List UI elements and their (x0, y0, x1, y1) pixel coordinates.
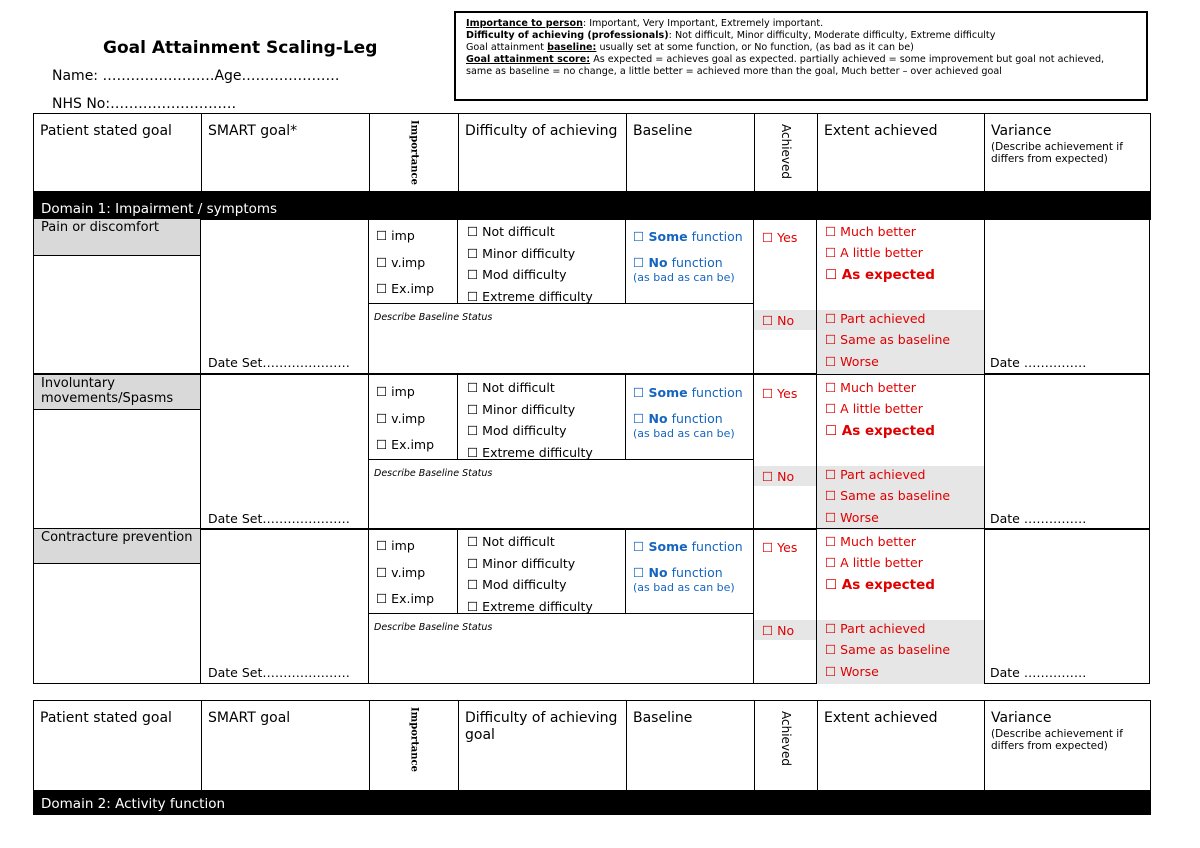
baseline-some[interactable] (633, 385, 743, 400)
smart-goal-cell[interactable] (200, 374, 369, 530)
col2-difficulty: Difficulty of achieving goal (459, 701, 627, 791)
baseline-no[interactable] (633, 255, 723, 270)
baseline-as-bad: (as bad as can be) (633, 427, 735, 440)
variance-date[interactable]: Date …………… (990, 665, 1087, 680)
name-age-line[interactable]: Name: ……………………Age………………… (52, 68, 340, 84)
legend-importance-text: : Important, Very Important, Extremely important. (582, 18, 824, 29)
legend-difficulty-text: : Not difficult, Minor difficulty, Moderate difficulty, Extreme difficulty (668, 30, 996, 41)
variance-cell[interactable] (984, 218, 1150, 374)
col2-baseline: Baseline (627, 701, 755, 791)
baseline-some-box: ☐ Some (633, 385, 688, 400)
difficulty-mod[interactable]: ☐ Mod difficulty (467, 267, 567, 282)
goal-label: Involuntary movements/Spasms (33, 374, 201, 410)
baseline-some-text: function (687, 539, 743, 554)
difficulty-extreme[interactable]: ☐ Extreme difficulty (467, 445, 593, 460)
baseline-some-box: ☐ Some (633, 229, 688, 244)
importance-imp[interactable]: ☐ imp (376, 228, 415, 243)
baseline-no-box: ☐ No (633, 255, 668, 270)
extent-same-baseline[interactable]: ☐ Same as baseline (825, 332, 951, 347)
extent-much-better[interactable]: ☐ Much better (825, 380, 916, 395)
importance-vimp[interactable]: ☐ v.imp (376, 255, 426, 270)
describe-baseline-label: Describe Baseline Status (374, 312, 493, 323)
baseline-some[interactable] (633, 539, 743, 554)
extent-worse[interactable]: ☐ Worse (825, 510, 879, 525)
difficulty-not[interactable]: ☐ Not difficult (467, 224, 555, 239)
extent-same-baseline[interactable]: ☐ Same as baseline (825, 488, 951, 503)
importance-vimp[interactable]: ☐ v.imp (376, 411, 426, 426)
col-variance (985, 114, 1151, 192)
col2-achieved-label: Achieved (779, 711, 793, 767)
variance-date[interactable]: Date …………… (990, 511, 1087, 526)
date-set[interactable]: Date Set………………… (208, 355, 350, 370)
col2-extent: Extent achieved (818, 701, 985, 791)
domain-1-bar: Domain 1: Impairment / symptoms (34, 192, 1151, 220)
baseline-some-box: ☐ Some (633, 539, 688, 554)
difficulty-not[interactable]: ☐ Not difficult (467, 534, 555, 549)
extent-same-baseline[interactable]: ☐ Same as baseline (825, 642, 951, 657)
legend-importance-label: Importance to person (466, 18, 583, 29)
domain-2-bar: Domain 2: Activity function (34, 791, 1151, 815)
baseline-as-bad: (as bad as can be) (633, 271, 735, 284)
col2-variance-note: (Describe achievement if differs from expected) (991, 728, 1123, 752)
col2-variance-label: Variance (991, 710, 1052, 726)
extent-worse[interactable]: ☐ Worse (825, 354, 879, 369)
col2-smart-goal: SMART goal (202, 701, 370, 791)
baseline-no[interactable] (633, 565, 723, 580)
goal-block (33, 528, 1150, 684)
baseline-some-text: function (687, 385, 743, 400)
extent-worse[interactable]: ☐ Worse (825, 664, 879, 679)
col2-importance (370, 701, 459, 791)
date-set[interactable]: Date Set………………… (208, 511, 350, 526)
legend-baseline-pre: Goal attainment (466, 42, 548, 53)
legend-score-text: As expected = achieves goal as expected. partially achieved = some improvement but goal not achieved, (590, 54, 1105, 65)
difficulty-mod[interactable]: ☐ Mod difficulty (467, 423, 567, 438)
col-variance-note: (Describe achievement if differs from expected) (991, 141, 1123, 165)
col2-importance-label: Importance (408, 707, 420, 773)
col2-variance (985, 701, 1151, 791)
achieved-yes[interactable]: ☐ Yes (762, 386, 798, 401)
difficulty-extreme[interactable]: ☐ Extreme difficulty (467, 599, 593, 614)
page-title: Goal Attainment Scaling-Leg (103, 38, 378, 58)
goal-block (33, 218, 1150, 374)
importance-imp[interactable]: ☐ imp (376, 538, 415, 553)
baseline-no[interactable] (633, 411, 723, 426)
extent-little-better[interactable]: ☐ A little better (825, 555, 923, 570)
col-baseline: Baseline (627, 114, 755, 192)
col-achieved (755, 114, 818, 192)
smart-goal-cell[interactable] (200, 528, 369, 684)
difficulty-minor[interactable]: ☐ Minor difficulty (467, 246, 576, 261)
goal-label: Pain or discomfort (33, 218, 201, 256)
achieved-no[interactable]: ☐ No (762, 623, 795, 638)
extent-part-achieved[interactable]: ☐ Part achieved (825, 621, 926, 636)
achieved-yes[interactable]: ☐ Yes (762, 540, 798, 555)
goal-block (33, 374, 1150, 530)
baseline-no-box: ☐ No (633, 565, 668, 580)
baseline-some-text: function (687, 229, 743, 244)
extent-as-expected[interactable]: ☐ As expected (825, 423, 935, 439)
col-importance-label: Importance (408, 120, 420, 186)
describe-baseline-label: Describe Baseline Status (374, 468, 493, 479)
date-set[interactable]: Date Set………………… (208, 665, 350, 680)
variance-cell[interactable] (984, 528, 1150, 684)
legend-score-label: Goal attainment score: (466, 54, 591, 65)
extent-little-better[interactable]: ☐ A little better (825, 245, 923, 260)
goal-table-2 (33, 700, 1151, 815)
col-achieved-label: Achieved (779, 124, 793, 180)
col2-achieved (755, 701, 818, 791)
goal-label: Contracture prevention (33, 528, 201, 564)
extent-much-better[interactable]: ☐ Much better (825, 534, 916, 549)
extent-part-achieved[interactable]: ☐ Part achieved (825, 311, 926, 326)
difficulty-not[interactable]: ☐ Not difficult (467, 380, 555, 395)
importance-imp[interactable]: ☐ imp (376, 384, 415, 399)
importance-vimp[interactable]: ☐ v.imp (376, 565, 426, 580)
describe-baseline-label: Describe Baseline Status (374, 622, 493, 633)
variance-cell[interactable] (984, 374, 1150, 530)
legend-baseline-label: baseline: (547, 42, 597, 53)
difficulty-mod[interactable]: ☐ Mod difficulty (467, 577, 567, 592)
col2-patient-goal: Patient stated goal (34, 701, 202, 791)
goal-table-1-header (33, 113, 1151, 220)
achieved-yes[interactable]: ☐ Yes (762, 230, 798, 245)
achieved-no[interactable]: ☐ No (762, 469, 795, 484)
col-smart-goal: SMART goal* (202, 114, 370, 192)
variance-date[interactable]: Date …………… (990, 355, 1087, 370)
extent-part-achieved[interactable]: ☐ Part achieved (825, 467, 926, 482)
col-difficulty: Difficulty of achieving (459, 114, 627, 192)
legend-score-text-2: same as baseline = no change, a little better = achieved more than the goal, Much better – over achieved goal (466, 66, 1002, 77)
difficulty-minor[interactable]: ☐ Minor difficulty (467, 402, 576, 417)
legend-difficulty-label: Difficulty of achieving (professionals) (466, 30, 669, 41)
nhs-number-line[interactable]: NHS No:……………………… (52, 96, 237, 112)
smart-goal-cell[interactable] (200, 218, 369, 374)
baseline-no-text: function (667, 255, 723, 270)
extent-little-better[interactable]: ☐ A little better (825, 401, 923, 416)
legend-box (454, 11, 1148, 101)
col-variance-label: Variance (991, 123, 1052, 139)
col-extent: Extent achieved (818, 114, 985, 192)
extent-much-better[interactable]: ☐ Much better (825, 224, 916, 239)
col-patient-goal: Patient stated goal (34, 114, 202, 192)
extent-as-expected[interactable]: ☐ As expected (825, 267, 935, 283)
importance-eximp[interactable]: ☐ Ex.imp (376, 437, 435, 452)
extent-as-expected[interactable]: ☐ As expected (825, 577, 935, 593)
importance-eximp[interactable]: ☐ Ex.imp (376, 281, 435, 296)
baseline-as-bad: (as bad as can be) (633, 581, 735, 594)
difficulty-extreme[interactable]: ☐ Extreme difficulty (467, 289, 593, 304)
baseline-no-text: function (667, 565, 723, 580)
baseline-no-text: function (667, 411, 723, 426)
baseline-some[interactable] (633, 229, 743, 244)
difficulty-minor[interactable]: ☐ Minor difficulty (467, 556, 576, 571)
baseline-no-box: ☐ No (633, 411, 668, 426)
importance-eximp[interactable]: ☐ Ex.imp (376, 591, 435, 606)
legend-baseline-text: usually set at some function, or No function, (as bad as it can be) (596, 42, 914, 53)
col-importance (370, 114, 459, 192)
achieved-no[interactable]: ☐ No (762, 313, 795, 328)
